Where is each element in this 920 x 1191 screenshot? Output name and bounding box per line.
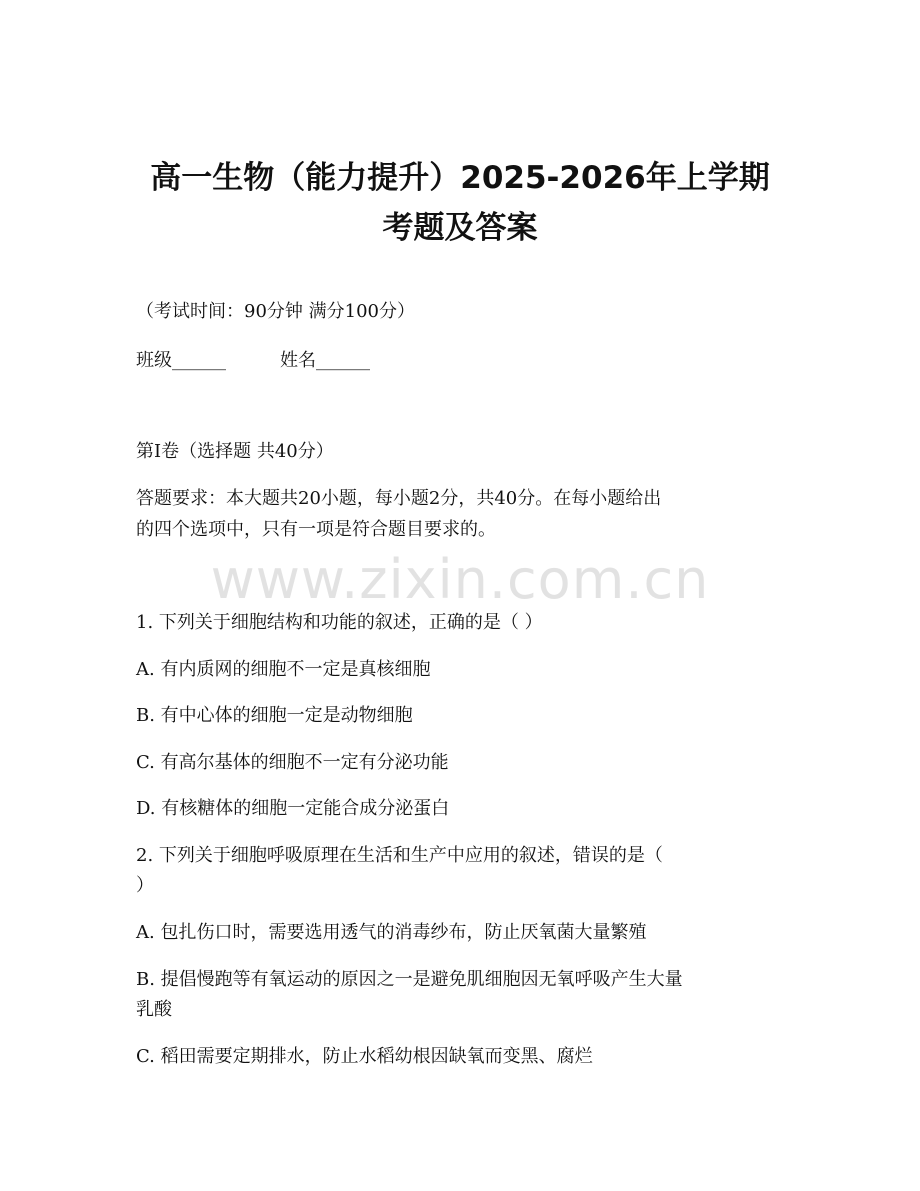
document-title-line-1: 高一生物（能力提升）2025-2026年上学期 [150,160,770,196]
question-1-option-b: B. 有中心体的细胞一定是动物细胞 [136,705,413,726]
question-2-option-c: C. 稻田需要定期排水，防止水稻幼根因缺氧而变黑、腐烂 [136,1046,593,1067]
question-2-option-b-line-2: 乳酸 [136,999,172,1020]
question-1-option-d: D. 有核糖体的细胞一定能合成分泌蛋白 [136,798,450,819]
class-field[interactable]: 班级______ [136,350,226,371]
question-2-option-a: A. 包扎伤口时，需要选用透气的消毒纱布，防止厌氧菌大量繁殖 [136,922,647,943]
name-field[interactable]: 姓名______ [280,350,370,371]
question-2-stem-line-1: 2. 下列关于细胞呼吸原理在生活和生产中应用的叙述，错误的是（ [136,845,663,866]
question-1-option-a: A. 有内质网的细胞不一定是真核细胞 [136,659,431,680]
instructions-line-1: 答题要求：本大题共20小题，每小题2分，共40分。在每小题给出 [136,488,662,509]
document-title-line-2: 考题及答案 [382,210,538,246]
question-2-stem-line-2: ） [136,875,154,896]
question-2-option-b-line-1: B. 提倡慢跑等有氧运动的原因之一是避免肌细胞因无氧呼吸产生大量 [136,969,683,990]
question-1-option-c: C. 有高尔基体的细胞不一定有分泌功能 [136,752,449,773]
student-info-row [136,346,370,376]
section-heading: 第I卷（选择题 共40分） [136,441,334,462]
instructions-line-2: 的四个选项中，只有一项是符合题目要求的。 [136,519,496,540]
exam-info: （考试时间：90分钟 满分100分） [136,301,415,322]
watermark: www.zixin.com.cn [210,548,710,611]
question-1-stem: 1. 下列关于细胞结构和功能的叙述，正确的是（ ） [136,612,543,633]
